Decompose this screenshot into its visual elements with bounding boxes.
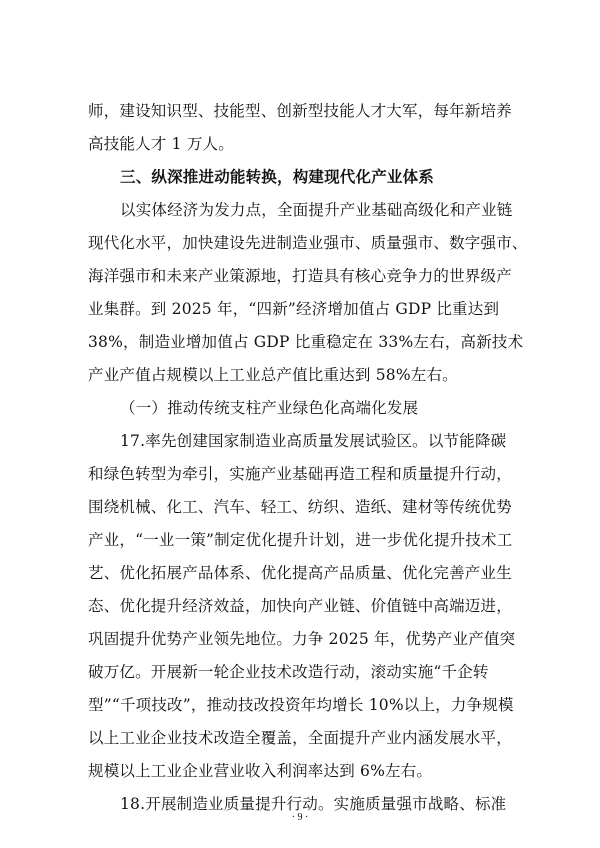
body-line: 破万亿。开展新一轮企业技术改造行动，滚动实施“千企转	[88, 663, 489, 681]
section-heading: 三、纵深推进动能转换，构建现代化产业体系	[120, 168, 435, 186]
body-line: 海洋强市和未来产业策源地，打造具有核心竞争力的世界级产	[88, 267, 512, 285]
subsection-heading: （一）推动传统支柱产业绿色化高端化发展	[120, 399, 419, 417]
body-line: 高技能人才 1 万人。	[88, 135, 234, 153]
body-line: 围绕机械、化工、汽车、轻工、纺织、造纸、建材等传统优势	[88, 498, 512, 516]
body-line: 业集群。到 2025 年，“四新”经济增加值占 GDP 比重达到	[88, 300, 500, 318]
body-line: 18.开展制造业质量提升行动。实施质量强市战略、标准	[120, 795, 507, 813]
body-line: 规模以上工业企业营业收入利润率达到 6%左右。	[88, 762, 433, 780]
body-line: 艺、优化拓展产品体系、优化提高产品质量、优化完善产业生	[88, 564, 512, 582]
body-line: 师，建设知识型、技能型、创新型技能人才大军，每年新培养	[88, 102, 512, 120]
body-line: 17.率先创建国家制造业高质量发展试验区。以节能降碳	[120, 432, 507, 450]
body-line: 现代化水平，加快建设先进制造业强市、质量强市、数字强市、	[88, 234, 528, 252]
body-line: 产业产值占规模以上工业总产值比重达到 58%左右。	[88, 366, 458, 384]
body-line: 以上工业企业技术改造全覆盖，全面提升产业内涵发展水平，	[88, 729, 512, 747]
body-line: 38%，制造业增加值占 GDP 比重稳定在 33%左右，高新技术	[88, 333, 524, 351]
body-line: 以实体经济为发力点，全面提升产业基础高级化和产业链	[120, 201, 513, 219]
body-line: 型”“千项技改”，推动技改投资年均增长 10%以上，力争规模	[88, 696, 514, 714]
page-number: · 9 ·	[291, 812, 309, 823]
body-line: 巩固提升优势产业领先地位。力争 2025 年，优势产业产值突	[88, 630, 516, 648]
body-line: 产业，“一业一策”制定优化提升计划，进一步优化提升技术工	[88, 531, 513, 549]
body-line: 态、优化提升经济效益，加快向产业链、价值链中高端迈进，	[88, 597, 512, 615]
body-line: 和绿色转型为牵引，实施产业基础再造工程和质量提升行动，	[88, 465, 512, 483]
